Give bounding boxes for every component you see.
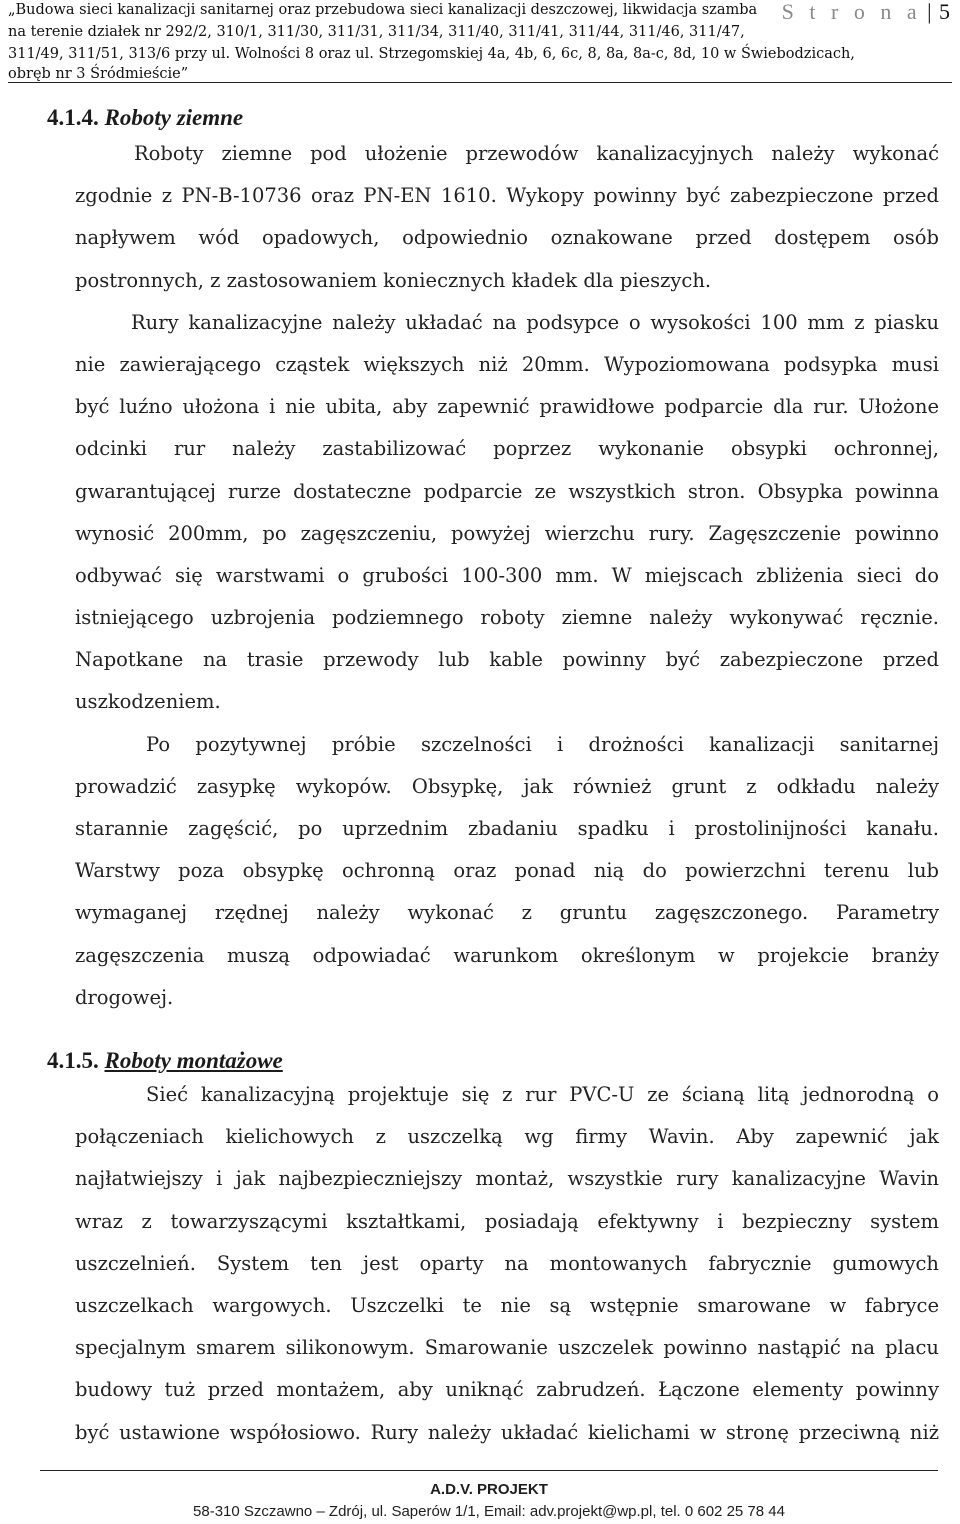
- header-line-2: na terenie działek nr 292/2, 310/1, 311/30, 311/31, 311/34, 311/40, 311/41, 311/44, 311/46, 311/47,: [8, 24, 745, 40]
- text-line: drogowej.: [75, 985, 174, 1009]
- text-line: wraz z towarzyszącymi kształtkami, posiadają efektywny i bezpieczny system: [75, 1209, 939, 1233]
- text-line: odcinki rur należy zastabilizować poprzez wykonanie obsypki ochronnej,: [75, 437, 939, 461]
- text-line: budowy tuż przed montażem, aby uniknąć zabrudzeń. Łączone elementy powinny: [75, 1378, 939, 1402]
- header-line-1: „Budowa sieci kanalizacji sanitarnej oraz przebudowa sieci kanalizacji deszczowej, likwidacja szamba: [8, 2, 758, 18]
- section-heading-4-1-4: [47, 105, 243, 131]
- text-line: postronnych, z zastosowaniem koniecznych kładek dla pieszych.: [75, 268, 712, 292]
- text-line: odbywać się warstwami o grubości 100-300 mm. W miejscach zbliżenia sieci do: [75, 563, 939, 587]
- text-line: wymaganej rzędnej należy wykonać z gruntu zagęszczonego. Parametry: [75, 901, 939, 925]
- page-label: S t r o n a: [781, 0, 922, 24]
- text-line: uszczelkach wargowych. Uszczelki te nie są wstępnie smarowane w fabryce: [75, 1293, 939, 1317]
- section-heading-4-1-5: [47, 1048, 283, 1074]
- text-line: najłatwiejszy i jak najbezpieczniejszy montaż, wszystkie rury kanalizacyjne Wavin: [75, 1167, 939, 1191]
- text-line: Sieć kanalizacyjną projektuje się z rur PVC-U ze ścianą litą jednorodną o: [146, 1083, 939, 1106]
- footer-address: 58-310 Szczawno – Zdrój, ul. Saperów 1/1, Email: adv.projekt@wp.pl, tel. 0 602 25 78 44: [193, 1503, 785, 1520]
- page-header: [8, 0, 952, 83]
- text-line: zagęszczenia muszą odpowiadać warunkom określonym w projekcie branży: [75, 943, 939, 967]
- text-line: połączeniach kielichowych z uszczelką wg firmy Wavin. Aby zapewnić jak: [75, 1125, 939, 1149]
- section-body-roboty-ziemne: [75, 133, 939, 1019]
- text-line: prowadzić zasypkę wykopów. Obsypkę, jak również grunt z odkładu należy: [75, 774, 939, 798]
- text-line: specjalnym smarem silikonowym. Smarowanie uszczelek powinno nastąpić na placu: [75, 1336, 939, 1360]
- section-title: Roboty montażowe: [104, 1048, 283, 1073]
- section-body-roboty-montazowe: [75, 1074, 939, 1454]
- section-title: Roboty ziemne: [104, 105, 244, 130]
- text-line: być ustawione współosiowo. Rury należy układać kielichami w stronę przeciwną niż: [75, 1420, 939, 1444]
- text-line: wynosić 200mm, po zagęszczeniu, powyżej wierzchu rury. Zagęszczenie powinno: [75, 521, 939, 545]
- page-separator: |: [927, 0, 932, 24]
- header-line-3: 311/49, 311/51, 313/6 przy ul. Wolności 8 oraz ul. Strzegomskiej 4a, 4b, 6, 6c, 8, 8a, 8a-c, 8d, 10 w Świebodzicach,: [8, 46, 855, 62]
- text-line: Rury kanalizacyjne należy układać na podsypce o wysokości 100 mm z piasku: [131, 310, 939, 334]
- text-line: nie zawierającego cząstek większych niż 20mm. Wypoziomowana podsypka musi: [75, 352, 939, 376]
- section-number: 4.1.5.: [47, 1048, 99, 1073]
- section-number: 4.1.4.: [47, 105, 99, 130]
- text-line: Warstwy poza obsypkę ochronną oraz ponad nią do powierzchni terenu lub: [75, 859, 939, 883]
- page-number: [782, 0, 950, 25]
- page-footer: [40, 1470, 938, 1520]
- text-line: napływem wód opadowych, odpowiednio oznakowane przed dostępem osób: [75, 226, 939, 250]
- text-line: być luźno ułożona i nie ubita, aby zapewnić prawidłowe podparcie dla rur. Ułożone: [75, 395, 939, 419]
- text-line: istniejącego uzbrojenia podziemnego roboty ziemne należy wykonywać ręcznie.: [75, 606, 939, 630]
- footer-company: A.D.V. PROJEKT: [430, 1481, 548, 1498]
- text-line: uszczelnień. System ten jest oparty na montowanych fabrycznie gumowych: [75, 1251, 939, 1275]
- text-line: Napotkane na trasie przewody lub kable powinny być zabezpieczone przed: [75, 648, 939, 672]
- text-line: Po pozytywnej próbie szczelności i drożności kanalizacji sanitarnej: [146, 732, 939, 756]
- text-line: starannie zagęścić, po uprzednim zbadaniu spadku i prostolinijności kanału.: [75, 817, 939, 840]
- page-number-value: 5: [939, 0, 950, 24]
- text-line: gwarantującej rurze dostateczne podparcie ze wszystkich stron. Obsypka powinna: [75, 479, 939, 503]
- text-line: Roboty ziemne pod ułożenie przewodów kanalizacyjnych należy wykonać: [134, 142, 939, 165]
- text-line: zgodnie z PN-B-10736 oraz PN-EN 1610. Wykopy powinny być zabezpieczone przed: [75, 184, 939, 208]
- text-line: uszkodzeniem.: [75, 690, 221, 714]
- header-line-4: obręb nr 3 Śródmieście”: [8, 66, 189, 82]
